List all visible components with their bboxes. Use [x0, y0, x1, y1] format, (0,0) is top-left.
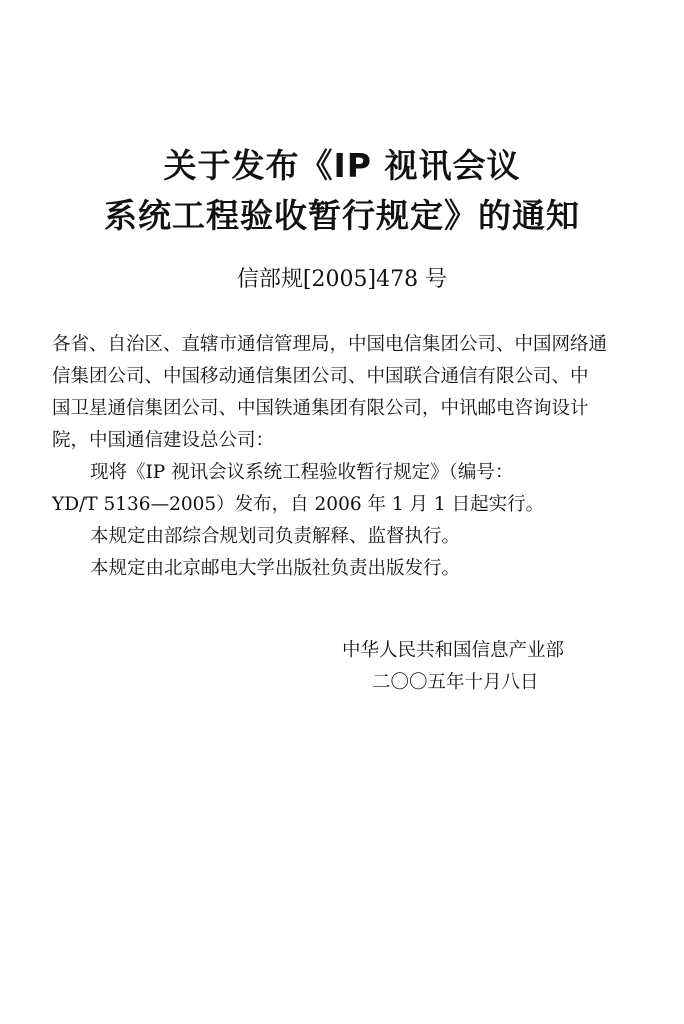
notice-title-line-2: 系统工程验收暂行规定》的通知 [104, 196, 580, 235]
paragraph-2: 本规定由部综合规划司负责解释、监督执行。 [90, 526, 461, 547]
paragraph-3: 本规定由北京邮电大学出版社负责出版发行。 [90, 558, 461, 579]
addressee-line-1: 各省、自治区、直辖市通信管理局，中国电信集团公司、中国网络通 [52, 334, 608, 355]
addressee-line-4: 院，中国通信建设总公司： [52, 430, 275, 451]
addressee-line-2: 信集团公司、中国移动通信集团公司、中国联合通信有限公司、中 [52, 366, 589, 387]
signature-date: 二〇〇五年十月八日 [372, 672, 539, 693]
notice-title-line-1: 关于发布《IP 视讯会议 [163, 146, 521, 185]
paragraph-1-line-1: 现将《IP 视讯会议系统工程验收暂行规定》（编号： [90, 462, 514, 483]
addressee-line-3: 国卫星通信集团公司、中国铁通集团有限公司，中讯邮电咨询设计 [52, 398, 589, 419]
paragraph-1-line-2: YD/T 5136—2005）发布，自 2006 年 1 月 1 日起实行。 [52, 494, 545, 515]
document-number: 信部规[2005]478 号 [236, 267, 448, 292]
signature-organization: 中华人民共和国信息产业部 [342, 640, 565, 661]
